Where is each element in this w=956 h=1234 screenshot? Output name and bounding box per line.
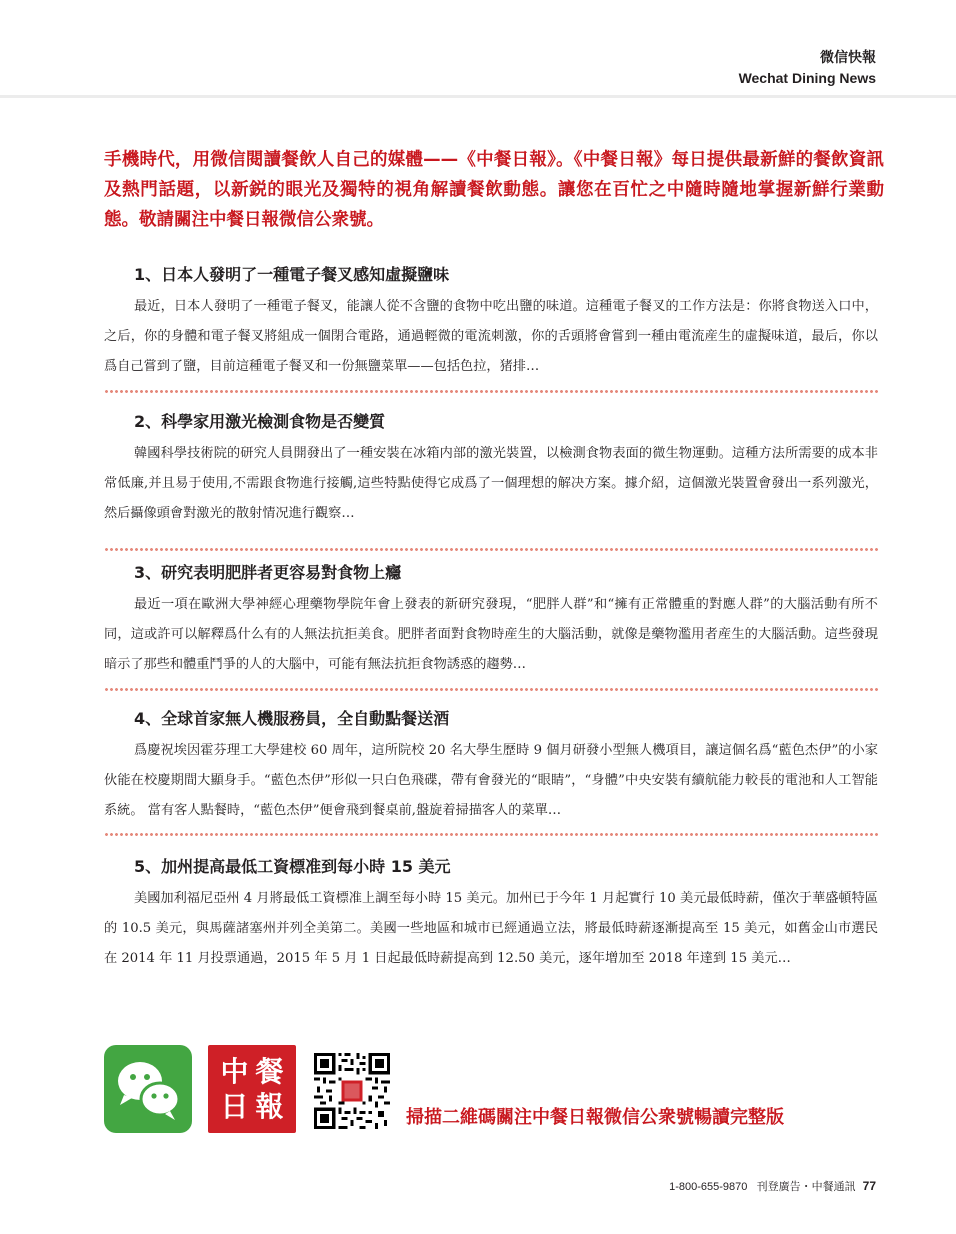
article-body: 爲慶祝埃因霍芬理工大學建校 60 周年，這所院校 20 名大學生歷時 9 個月研發小型無人機項目，讓這個名爲“藍色杰伊”的小家伙能在校慶期間大顯身手。“藍色杰伊”形似一只白色飛碟，帶有會發光的“眼睛”，“身體”中央安裝有續航能力較長的電池和人工智能系統。 當有客人點餐時，“藍色杰伊”便會飛到餐桌前,盤旋着掃描客人的菜單… bbox=[104, 743, 878, 818]
page-number: 77 bbox=[862, 1179, 876, 1193]
article-2 bbox=[104, 410, 878, 529]
dotted-divider bbox=[104, 547, 878, 552]
article-body: 最近一項在歐洲大學神經心理藥物學院年會上發表的新研究發現，“肥胖人群”和“擁有正常體重的對應人群”的大腦活動有所不同，這或許可以解釋爲什么有的人無法抗拒美食。肥胖者面對食物時産生的大腦活動，就像是藥物濫用者産生的大腦活動。這些發現暗示了那些和體重鬥爭的人的大腦中，可能有無法抗拒食物誘惑的趨勢… bbox=[104, 597, 878, 672]
wechat-logo-icon bbox=[104, 1045, 192, 1133]
qr-code-icon[interactable] bbox=[314, 1053, 390, 1129]
section-title-en: Wechat Dining News bbox=[738, 70, 876, 86]
article-title: 3、研究表明肥胖者更容易對食物上癮 bbox=[134, 563, 402, 582]
article-4 bbox=[104, 707, 878, 826]
page-header bbox=[739, 48, 876, 88]
article-title: 1、日本人發明了一種電子餐叉感知虛擬鹽味 bbox=[134, 265, 450, 284]
article-title: 2、科學家用激光檢測食物是否變質 bbox=[134, 412, 386, 431]
dotted-divider bbox=[104, 687, 878, 692]
article-5 bbox=[104, 855, 878, 974]
chinese-daily-logo-icon bbox=[208, 1045, 296, 1133]
header-rule bbox=[0, 95, 956, 98]
dotted-divider bbox=[104, 832, 878, 837]
qr-caption: 掃描二維碼關注中餐日報微信公衆號暢讀完整版 bbox=[406, 1107, 784, 1128]
intro-paragraph: 手機時代，用微信閱讀餐飲人自己的媒體——《中餐日報》。《中餐日報》每日提供最新鮮的餐飲資訊及熱門話題，以新鋭的眼光及獨特的視角解讀餐飲動態。讓您在百忙之中隨時隨地掌握新鮮行業動態。敬請關注中餐日報微信公衆號。 bbox=[104, 150, 884, 230]
dotted-divider bbox=[104, 389, 878, 394]
article-1 bbox=[104, 263, 878, 382]
logo-char: 中 bbox=[220, 1055, 249, 1088]
page-footer bbox=[669, 1178, 876, 1195]
section-title-zh: 微信快報 bbox=[820, 50, 876, 66]
logo-char: 日 bbox=[220, 1090, 249, 1123]
article-3 bbox=[104, 561, 878, 680]
article-title: 5、加州提高最低工資標准到每小時 15 美元 bbox=[134, 857, 451, 876]
publication-name: 刊登廣告・中餐通訊 bbox=[756, 1180, 856, 1193]
article-body: 最近，日本人發明了一種電子餐叉，能讓人從不含鹽的食物中吃出鹽的味道。這種電子餐叉的工作方法是：你將食物送入口中，之后，你的身體和電子餐叉將組成一個閉合電路，通過輕微的電流刺激，你的舌頭將會嘗到一種由電流産生的虛擬味道，最后，你以爲自己嘗到了鹽，目前這種電子餐叉和一份無鹽菜單——包括色拉，猪排… bbox=[104, 299, 878, 374]
logo-char: 報 bbox=[255, 1090, 284, 1123]
phone-number: 1-800-655-9870 bbox=[669, 1181, 748, 1193]
logo-char: 餐 bbox=[255, 1055, 284, 1088]
article-body: 美國加利福尼亞州 4 月將最低工資標准上調至每小時 15 美元。加州已于今年 1 月起實行 10 美元最低時薪，僅次于華盛頓特區的 10.5 美元，與馬薩諸塞州并列全美第二。美國一些地區和城市已經通過立法，將最低時薪逐漸提高至 15 美元，如舊金山市選民在 2014 年 11 月投票通過，2015 年 5 月 1 日起最低時薪提高到 12.50 美元，逐年增加至 2018 年達到 15 美元… bbox=[104, 891, 878, 966]
article-title: 4、全球首家無人機服務員，全自動點餐送酒 bbox=[134, 709, 450, 728]
article-body: 韓國科學技術院的研究人員開發出了一種安裝在冰箱内部的激光裝置，以檢測食物表面的微生物運動。這種方法所需要的成本非常低廉,并且易于使用,不需跟食物進行接觸,這些特點使得它成爲了一個理想的解决方案。據介紹，這個激光裝置會發出一系列激光，然后攝像頭會對激光的散射情况進行觀察… bbox=[104, 446, 878, 521]
